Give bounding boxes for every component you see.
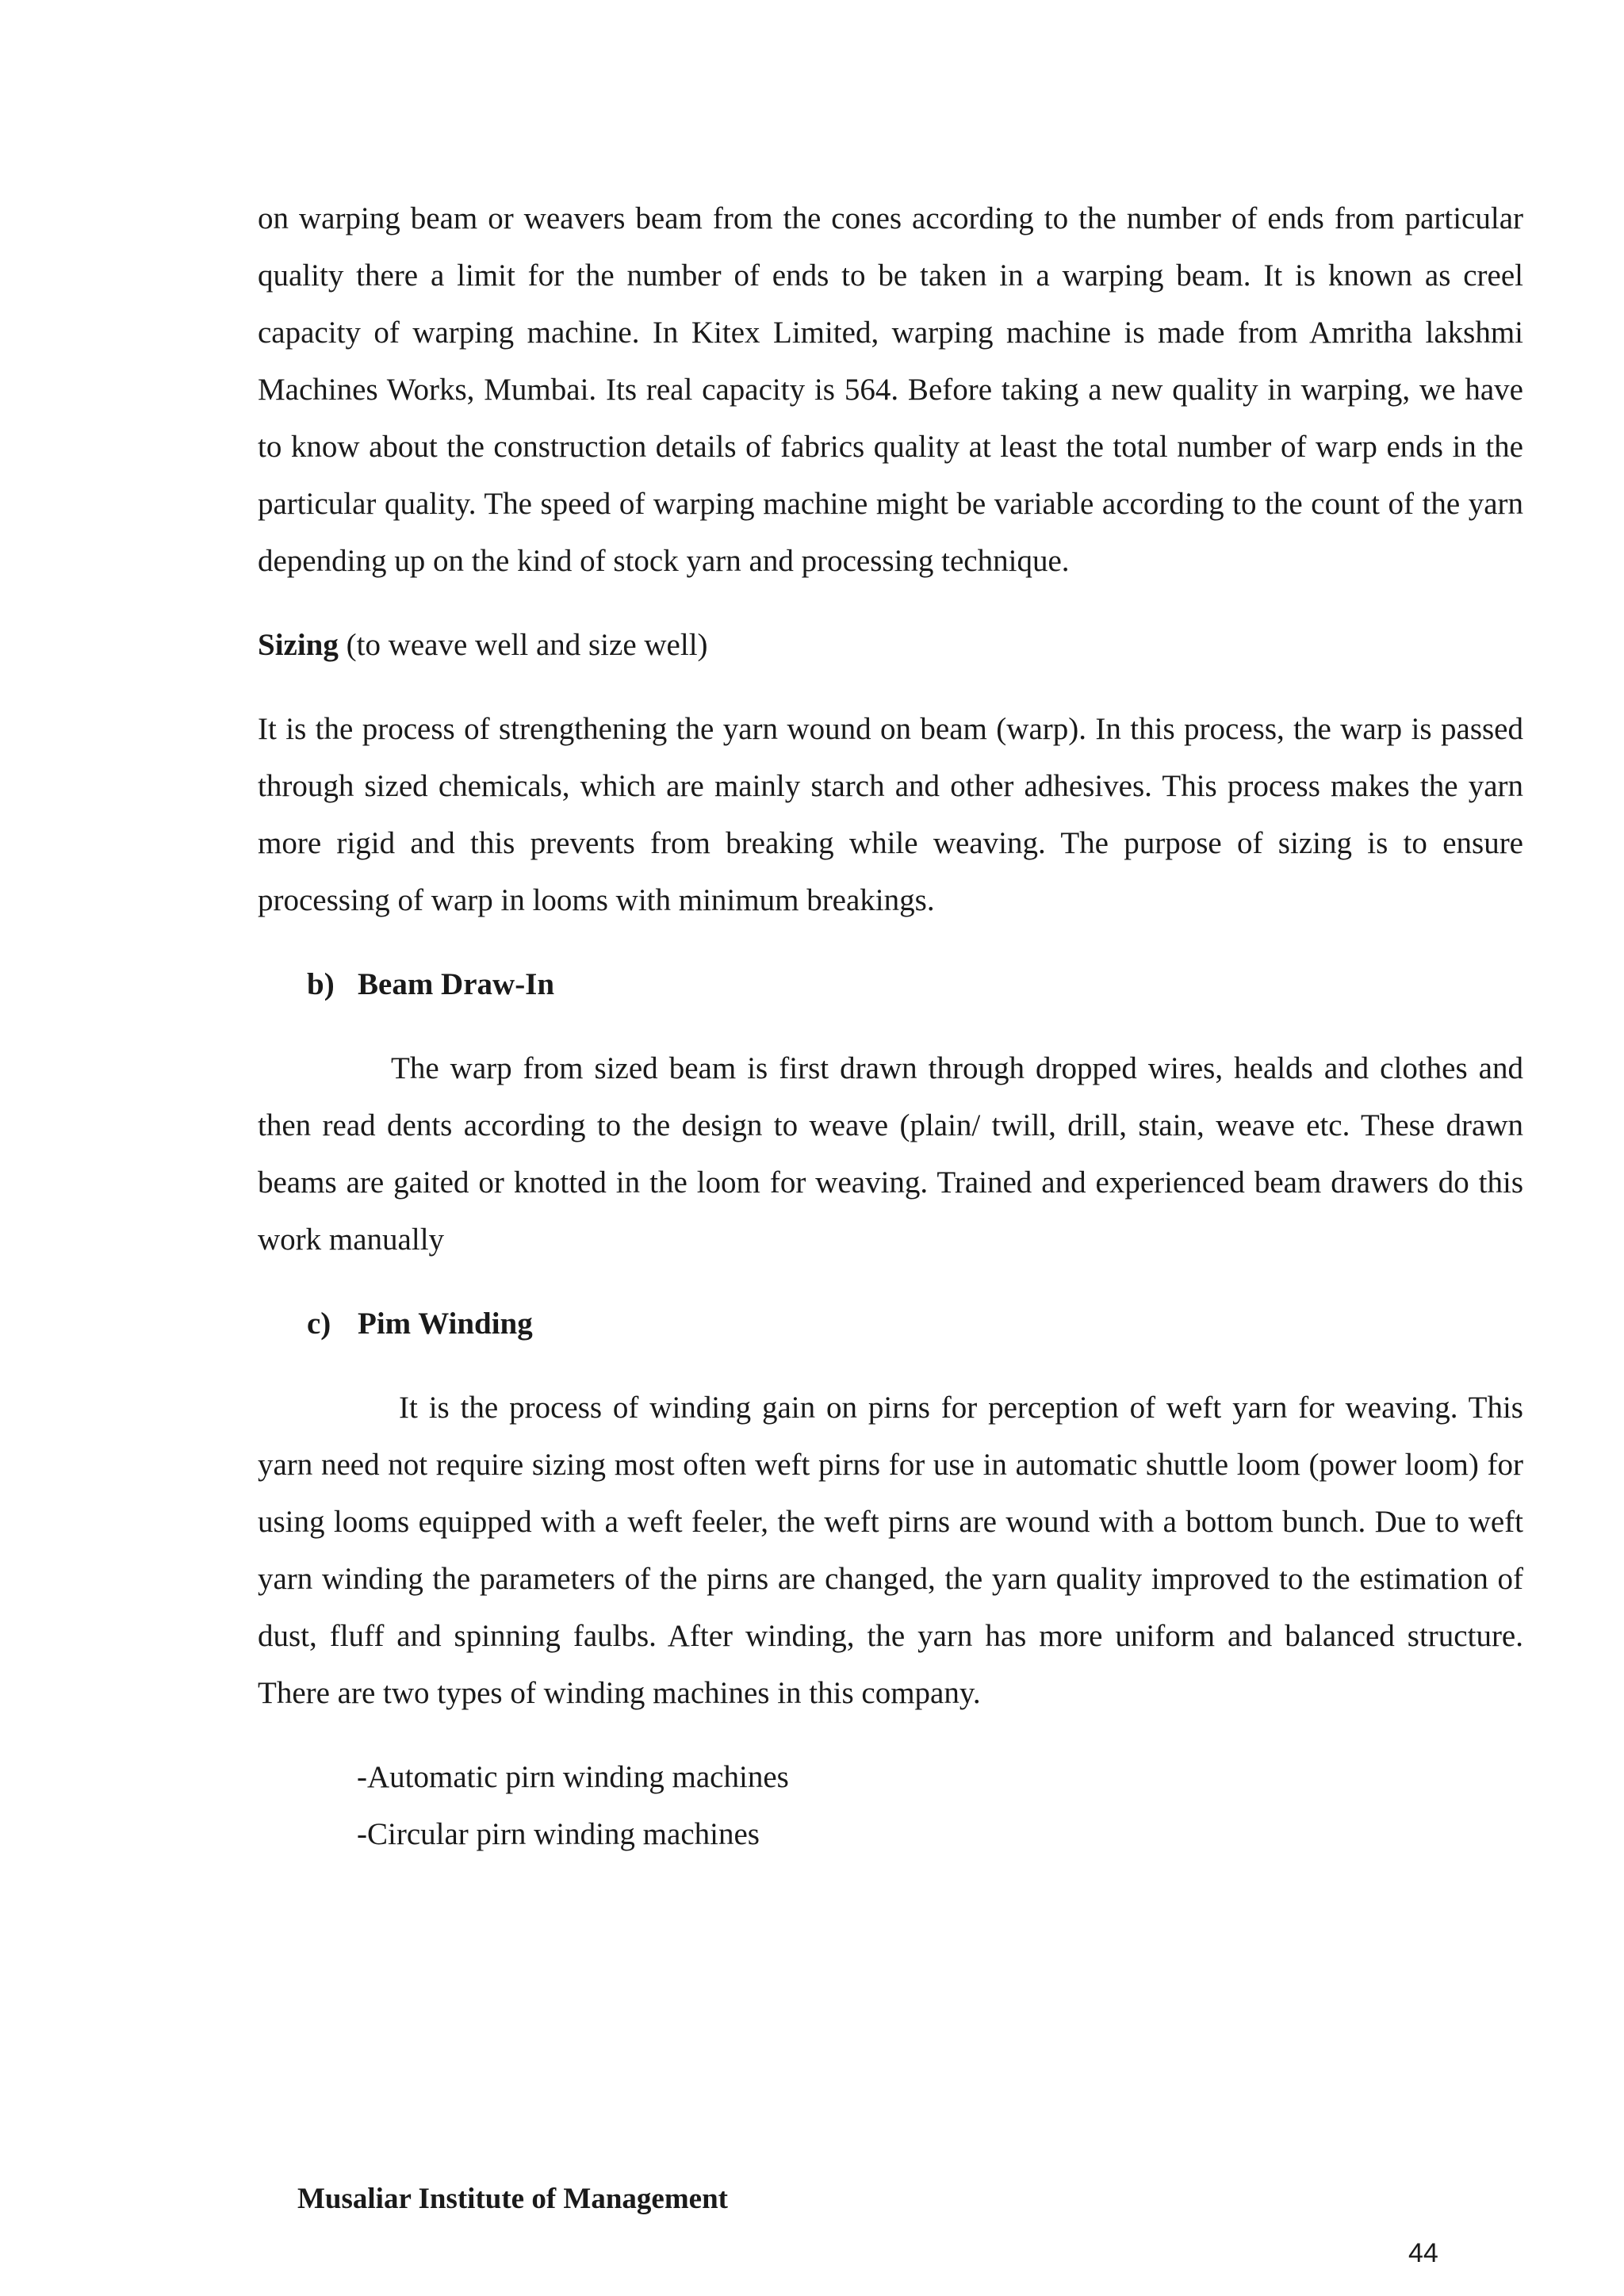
- beam-draw-in-marker: b): [307, 967, 335, 1001]
- page-number: 44: [1408, 2238, 1438, 2268]
- list-item: -Automatic pirn winding machines: [357, 1760, 789, 1794]
- page-content: [258, 190, 1523, 1863]
- pim-winding-marker: c): [307, 1307, 331, 1341]
- sizing-heading-rest: (to weave well and size well): [338, 628, 708, 662]
- sizing-heading: [258, 617, 1523, 674]
- sizing-paragraph: It is the process of strengthening the yarn wound on beam (warp). In this process, the warp is passed through sized chemicals, which are mainly starch and other adhesives. This process makes the yarn more rigid and this prevents from breaking while weaving. The purpose of sizing is to ensure processing of warp in looms with minimum breakings.: [258, 712, 1523, 917]
- beam-draw-in-paragraph: The warp from sized beam is first drawn through dropped wires, healds and clothes and then read dents according to the design to weave (plain/ twill, drill, stain, weave etc. These drawn beams are gaited or knotted in the loom for weaving. Trained and experienced beam drawers do this work manually: [258, 1051, 1523, 1257]
- beam-draw-in-title: Beam Draw-In: [358, 967, 555, 1001]
- winding-machines-list: [258, 1749, 1523, 1863]
- pim-winding-paragraph: It is the process of winding gain on pirns for perception of weft yarn for weaving. This yarn need not require sizing most often weft pirns for use in automatic shuttle loom (power loom) for using looms equipped with a weft feeler, the weft pirns are wound with a bottom bunch. Due to weft yarn winding the parameters of the pirns are changed, the yarn quality improved to the estimation of dust, fluff and spinning faulbs. After winding, the yarn has more uniform and balanced structure. There are two types of winding machines in this company.: [258, 1391, 1523, 1710]
- list-item: -Circular pirn winding machines: [357, 1817, 760, 1851]
- pim-winding-title: Pim Winding: [358, 1307, 533, 1341]
- intro-paragraph: on warping beam or weavers beam from the cones according to the number of ends from particular quality there a limit for the number of ends to be taken in a warping beam. It is known as creel capacity of warping machine. In Kitex Limited, warping machine is made from Amritha lakshmi Machines Works, Mumbai. Its real capacity is 564. Before taking a new quality in warping, we have to know about the construction details of fabrics quality at least the total number of warp ends in the particular quality. The speed of warping machine might be variable according to the count of the yarn depending up on the kind of stock yarn and processing technique.: [258, 201, 1523, 578]
- sizing-heading-bold: Sizing: [258, 628, 339, 662]
- pim-winding-heading: [258, 1295, 1523, 1353]
- footer-institution: Musaliar Institute of Management: [297, 2183, 728, 2215]
- beam-draw-in-heading: [258, 956, 1523, 1013]
